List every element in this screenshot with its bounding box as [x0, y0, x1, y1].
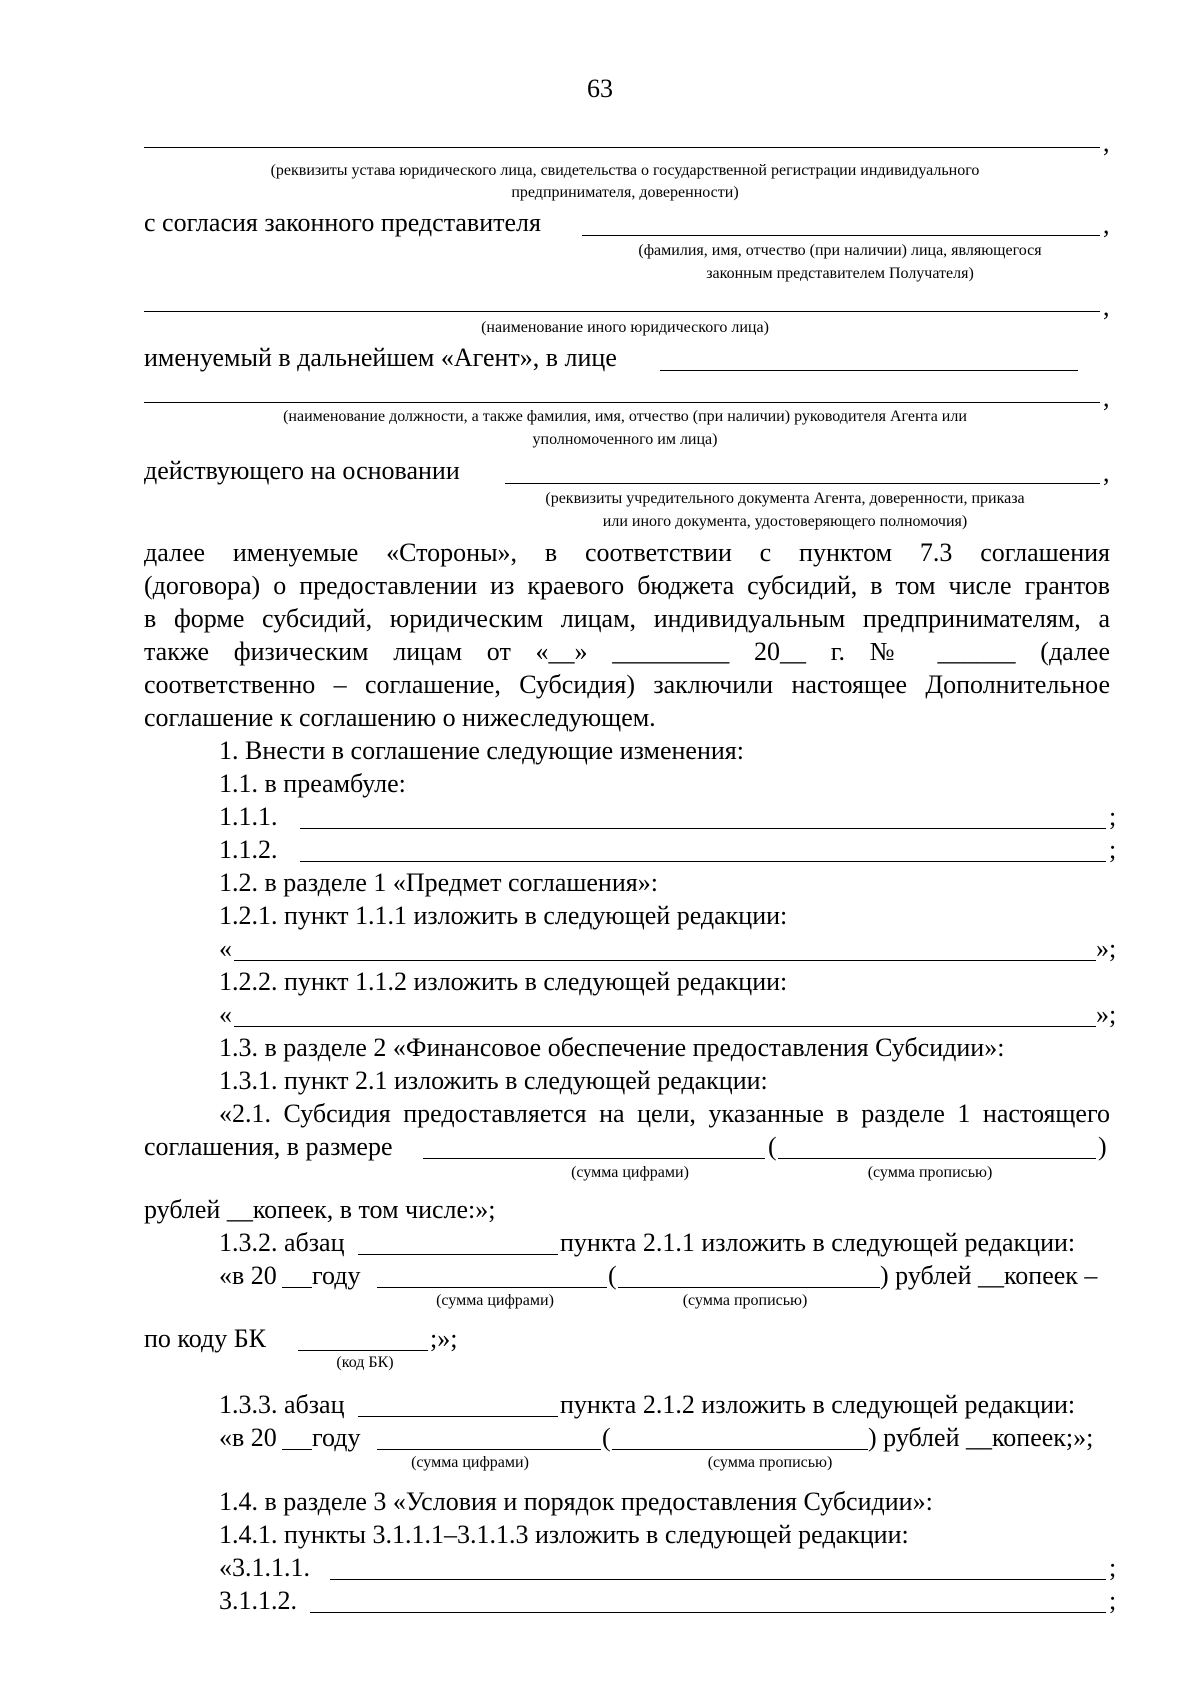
- agent-label: именуемый в дальнейшем «Агент», в лице: [144, 343, 617, 372]
- item-1: 1. Внести в соглашение следующие изменения:: [219, 736, 744, 765]
- semicolon: ;: [1109, 835, 1117, 864]
- open-quote: «: [219, 934, 232, 963]
- bk-end: ;»;: [430, 1324, 458, 1353]
- year-word: году: [312, 1261, 361, 1290]
- item-3-1-1-2: 3.1.1.2.: [219, 1586, 297, 1615]
- item-1-1-2: 1.1.2.: [219, 835, 278, 864]
- caption-sum-words: (сумма прописью): [867, 1164, 993, 1181]
- blank-line-basis: [505, 483, 1100, 484]
- blank-line-1-1-1: [300, 828, 1106, 829]
- caption-head: (наименование должности, а также фамилия, имя, отчество (при наличии) руководителя Агента или: [283, 408, 967, 425]
- caption-sum-words: (сумма прописью): [707, 1454, 833, 1471]
- rubles-kopeks: ) рублей __копеек –: [880, 1261, 1098, 1290]
- comma: ,: [1103, 128, 1110, 157]
- blank-line-1-2-1: [234, 960, 1096, 961]
- paragraph-line: далее именуемые «Стороны», в соответствии с пунктом 7.3 соглашения: [144, 538, 1110, 567]
- item-1-3-2: 1.3.2. абзац: [219, 1228, 345, 1257]
- blank-line-representative: [582, 235, 1100, 236]
- caption-bk: (код БК): [336, 1354, 394, 1371]
- blank-line-sum-words: [778, 1158, 1096, 1159]
- paragraph-line: соответственно – соглашение, Субсидия) заключили настоящее Дополнительное: [144, 670, 1110, 699]
- comma: ,: [1103, 383, 1110, 412]
- blank-line-sum-words: [618, 1287, 880, 1288]
- paragraph-line: также физическим лицам от «__» _________ 20__ г. № ______ (далее: [144, 637, 1110, 666]
- bk-label: по коду БК: [144, 1324, 266, 1353]
- item-1-2: 1.2. в разделе 1 «Предмет соглашения»:: [219, 868, 658, 897]
- item-1-1: 1.1. в преамбуле:: [219, 769, 406, 798]
- item-1-3-1: 1.3.1. пункт 2.1 изложить в следующей редакции:: [219, 1066, 768, 1095]
- item-1-3-2-rest: пункта 2.1.1 изложить в следующей редакции:: [560, 1228, 1076, 1257]
- paren-close: ): [1098, 1132, 1107, 1161]
- caption-other-entity: (наименование иного юридического лица): [481, 319, 769, 336]
- item-1-4-1: 1.4.1. пункты 3.1.1.1–3.1.1.3 изложить в следующей редакции:: [219, 1520, 909, 1549]
- item-1-4: 1.4. в разделе 3 «Условия и порядок предоставления Субсидии»:: [219, 1487, 933, 1516]
- rubles-kopeks: ) рублей __копеек;»;: [868, 1423, 1094, 1452]
- semicolon: ;: [1109, 1553, 1117, 1582]
- blank-line-paragraph-1-3-3: [358, 1416, 558, 1417]
- year-prefix: «в 20: [219, 1423, 277, 1452]
- caption-representative: (фамилия, имя, отчество (при наличии) лица, являющегося: [638, 242, 1042, 259]
- caption-sum-digits: (сумма цифрами): [411, 1454, 529, 1471]
- caption-charter: (реквизиты устава юридического лица, свидетельства о государственной регистрации индивидуального: [270, 162, 980, 179]
- blank-line-3-1-1-1: [330, 1579, 1106, 1580]
- blank-line-other-entity: [144, 311, 1100, 312]
- item-1-3-3-rest: пункта 2.1.2 изложить в следующей редакции:: [560, 1390, 1076, 1419]
- paragraph-line: (договора) о предоставлении из краевого бюджета субсидий, в том числе грантов: [144, 571, 1110, 600]
- item-1-2-2: 1.2.2. пункт 1.1.2 изложить в следующей редакции:: [219, 967, 788, 996]
- item-1-1-1: 1.1.1.: [219, 802, 278, 831]
- semicolon: ;: [1109, 1586, 1117, 1615]
- item-1-2-1: 1.2.1. пункт 1.1.1 изложить в следующей редакции:: [219, 901, 788, 930]
- caption-basis-2: или иного документа, удостоверяющего полномочия): [602, 513, 968, 530]
- caption-basis: (реквизиты учредительного документа Агента, доверенности, приказа: [545, 490, 1025, 507]
- blank-line-3-1-1-2: [310, 1612, 1106, 1613]
- blank-line-sum-digits: [377, 1287, 607, 1288]
- blank-line-agent-person: [660, 370, 1078, 371]
- acting-label: действующего на основании: [144, 456, 460, 485]
- item-1-3: 1.3. в разделе 2 «Финансовое обеспечение предоставления Субсидии»:: [219, 1033, 1005, 1062]
- open-quote: «: [219, 1000, 232, 1029]
- comma: ,: [1103, 292, 1110, 321]
- caption-sum-digits: (сумма цифрами): [436, 1292, 554, 1309]
- year-prefix: «в 20: [219, 1261, 277, 1290]
- blank-line-paragraph-1-3-2: [358, 1254, 558, 1255]
- paragraph-line: соглашение к соглашению о нижеследующем.: [144, 703, 656, 732]
- blank-line-bk: [298, 1350, 428, 1351]
- blank-line-sum-digits: [423, 1158, 765, 1159]
- year-word: году: [312, 1423, 361, 1452]
- paren-open: (: [602, 1423, 611, 1452]
- caption-charter-2: предпринимателя, доверенности): [511, 184, 739, 201]
- semicolon: ;: [1109, 802, 1117, 831]
- blank-line-sum-digits: [377, 1449, 601, 1450]
- caption-head-2: уполномоченного им лица): [532, 431, 718, 448]
- blank-year: [282, 1449, 312, 1450]
- caption-representative-2: законным представителем Получателя): [706, 265, 974, 282]
- blank-year: [282, 1287, 312, 1288]
- item-2-1-line: соглашения, в размере: [144, 1132, 393, 1161]
- blank-line-1-2-2: [234, 1026, 1096, 1027]
- comma: ,: [1103, 458, 1110, 487]
- item-2-1-line: «2.1. Субсидия предоставляется на цели, указанные в разделе 1 настоящего: [219, 1099, 1110, 1128]
- caption-sum-words: (сумма прописью): [682, 1292, 808, 1309]
- consent-label: с согласия законного представителя: [144, 208, 541, 237]
- rubles-line: рублей __копеек, в том числе:»;: [144, 1195, 496, 1224]
- paren-open: (: [608, 1261, 617, 1290]
- caption-sum-digits: (сумма цифрами): [571, 1164, 689, 1181]
- blank-line-sum-words: [612, 1449, 868, 1450]
- close-quote: »;: [1096, 934, 1117, 963]
- item-1-3-3: 1.3.3. абзац: [219, 1390, 345, 1419]
- page-number: 63: [587, 74, 613, 103]
- item-3-1-1-1: «3.1.1.1.: [219, 1553, 310, 1582]
- blank-line-charter: [144, 147, 1100, 148]
- paren-open: (: [768, 1132, 777, 1161]
- close-quote: »;: [1096, 1000, 1117, 1029]
- blank-line-1-1-2: [300, 861, 1106, 862]
- paragraph-line: в форме субсидий, юридическим лицам, индивидуальным предпринимателям, а: [144, 604, 1110, 633]
- comma: ,: [1103, 210, 1110, 239]
- blank-line-head: [144, 402, 1100, 403]
